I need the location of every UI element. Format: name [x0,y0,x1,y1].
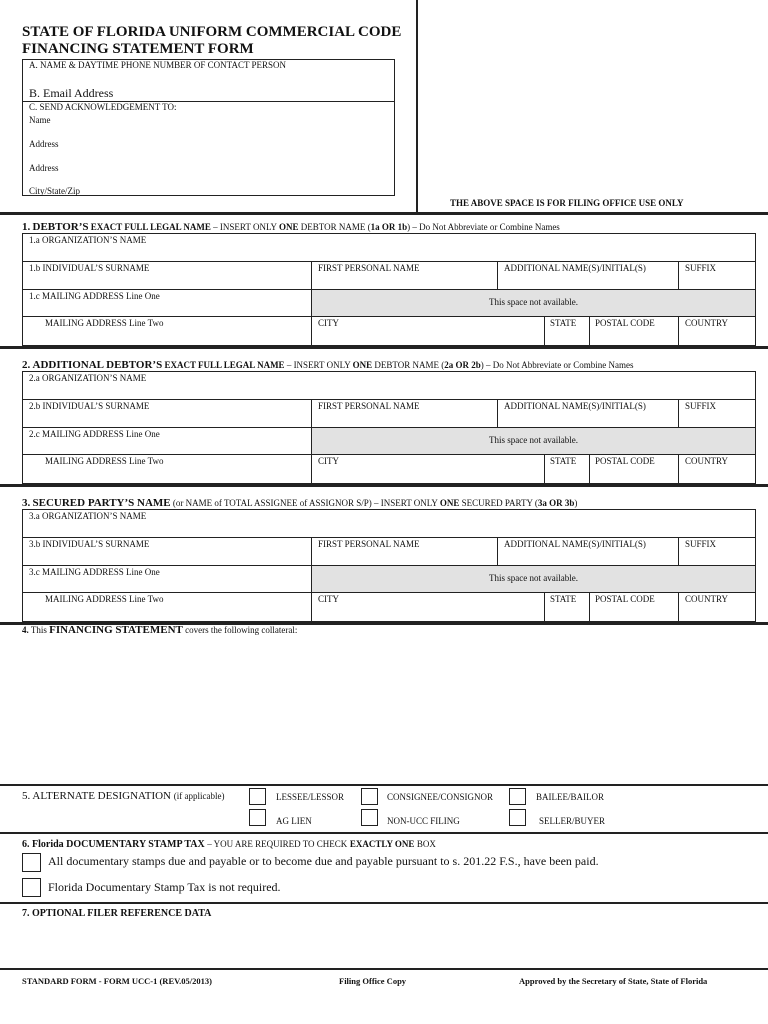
section-title: DEBTOR’S [32,221,89,233]
first-name-field[interactable]: FIRST PERSONAL NAME [318,263,420,273]
collateral-post: covers the following collateral: [185,625,298,635]
stamp-tax-label: 6. Florida DOCUMENTARY STAMP TAX [22,839,205,850]
ack-address2-field[interactable]: Address [29,163,59,173]
city-field[interactable]: CITY [318,318,339,328]
stamp-not-required-label: Florida Documentary Stamp Tax is not required. [48,880,281,894]
non-ucc-filing-checkbox[interactable] [361,809,378,826]
section-rule [0,902,768,904]
optional-reference-label: 7. OPTIONAL FILER REFERENCE DATA [22,908,212,919]
ack-city-field[interactable]: City/State/Zip [29,186,80,196]
non-ucc-filing-label: NON-UCC FILING [387,816,460,826]
collateral-heading [22,624,297,636]
section-rule [0,832,768,834]
footer-form-id: STANDARD FORM - FORM UCC-1 (REV.05/2013) [22,976,212,986]
section-instruction: – INSERT ONLY [213,222,277,232]
bailee-bailor-label: BAILEE/BAILOR [536,792,604,802]
mailing-line1-field[interactable]: 2.c MAILING ADDRESS Line One [29,429,160,439]
section-rule [0,784,768,786]
grid-col-line [544,316,545,347]
section-title: ADDITIONAL DEBTOR’S [32,359,163,371]
section-2-heading [22,359,633,371]
grid-row-line [23,399,755,400]
section-rule [0,346,768,349]
mailing-line2-field[interactable]: MAILING ADDRESS Line Two [45,318,164,328]
grid-col-line [311,316,312,347]
lessee-lessor-label: LESSEE/LESSOR [276,792,345,802]
mailing-line2-field[interactable]: MAILING ADDRESS Line Two [45,456,164,466]
form-title [22,24,401,58]
grid-col-line [678,261,679,289]
suffix-field[interactable]: SUFFIX [685,401,717,411]
alternate-label: 5. ALTERNATE DESIGNATION [22,790,172,802]
section-instruction-end: ) [574,498,578,508]
additional-name-field[interactable]: ADDITIONAL NAME(S)/INITIAL(S) [504,401,646,411]
city-field[interactable]: CITY [318,456,339,466]
state-field[interactable]: STATE [550,594,577,604]
grid-col-line [589,316,590,347]
ag-lien-label: AG LIEN [276,816,312,826]
collateral-num: 4. [22,625,29,635]
section-instruction-tail: SECURED PARTY ( [461,498,538,508]
suffix-field[interactable]: SUFFIX [685,539,717,549]
ack-address1-field[interactable]: Address [29,139,59,149]
stamp-tax-rest: – YOU ARE REQUIRED TO CHECK [207,839,348,849]
section-title-mid: EXACT FULL LEGAL NAME [164,360,285,370]
grid-col-line [497,537,498,565]
surname-field[interactable]: 3.b INDIVIDUAL’S SURNAME [29,539,150,549]
lessee-lessor-checkbox[interactable] [249,788,266,805]
section-2-grid [22,371,756,484]
ag-lien-checkbox[interactable] [249,809,266,826]
contact-box [22,59,395,196]
country-field[interactable]: COUNTRY [685,318,729,328]
first-name-field[interactable]: FIRST PERSONAL NAME [318,539,420,549]
mailing-line1-field[interactable]: 3.c MAILING ADDRESS Line One [29,567,160,577]
section-rule [0,484,768,487]
section-one: ONE [352,360,373,370]
unavailable-space [311,566,755,592]
collateral-field[interactable] [22,640,756,780]
footer-approval: Approved by the Secretary of State, State of Florida [519,976,708,986]
stamps-paid-checkbox[interactable] [22,853,41,872]
collateral-bold: FINANCING STATEMENT [49,624,183,636]
stamp-tax-box-word: BOX [416,839,436,849]
section-instruction-end: ) – Do Not Abbreviate or Combine Names [480,360,634,370]
state-field[interactable]: STATE [550,318,577,328]
section-choice: 2a OR 2b [444,360,481,370]
footer-copy-type: Filing Office Copy [339,976,407,986]
grid-col-line [678,316,679,347]
grid-col-line [678,592,679,623]
stamp-tax-heading [22,839,436,850]
unavailable-space [311,290,755,316]
section-num: 3. [22,497,31,509]
organization-name-field[interactable]: 2.a ORGANIZATION’S NAME [29,373,147,383]
country-field[interactable]: COUNTRY [685,594,729,604]
grid-row-line [23,316,755,317]
stamp-not-required-checkbox[interactable] [22,878,41,897]
organization-name-field[interactable]: 3.a ORGANIZATION’S NAME [29,511,147,521]
grid-col-line [311,537,312,565]
grid-col-line [589,454,590,485]
surname-field[interactable]: 1.b INDIVIDUAL’S SURNAME [29,263,150,273]
grid-col-line [544,454,545,485]
section-one: ONE [278,222,299,232]
section-3-heading [22,497,577,509]
suffix-field[interactable]: SUFFIX [685,263,717,273]
section-title: SECURED PARTY’S NAME [32,497,171,509]
section-num: 1. [22,221,31,233]
section-3-grid [22,509,756,622]
collateral-pre: This [30,625,47,635]
postal-code-field[interactable]: POSTAL CODE [595,318,655,328]
grid-col-line [678,399,679,427]
stamp-tax-exactly: EXACTLY ONE [349,839,415,849]
first-name-field[interactable]: FIRST PERSONAL NAME [318,401,420,411]
postal-code-field[interactable]: POSTAL CODE [595,594,655,604]
grid-row-line [23,261,755,262]
section-choice: 1a OR 1b [370,222,408,232]
section-1-heading [22,221,560,233]
filing-office-divider [416,0,418,214]
section-instruction-end: ) – Do Not Abbreviate or Combine Names [407,222,560,232]
country-field[interactable]: COUNTRY [685,456,729,466]
unavailable-note: This space not available. [489,573,578,583]
section-instruction-tail: DEBTOR NAME ( [374,360,445,370]
state-field[interactable]: STATE [550,456,577,466]
mailing-line2-field[interactable]: MAILING ADDRESS Line Two [45,594,164,604]
grid-col-line [497,261,498,289]
section-title-mid: EXACT FULL LEGAL NAME [90,222,211,232]
section-1-grid [22,233,756,346]
grid-col-line [311,399,312,427]
grid-col-line [311,454,312,485]
ack-name-field[interactable]: Name [29,115,51,125]
grid-col-line [311,261,312,289]
contact-b-label[interactable]: B. Email Address [29,86,114,100]
consignee-consignor-label: CONSIGNEE/CONSIGNOR [387,792,494,802]
bailee-bailor-checkbox[interactable] [509,788,526,805]
optional-reference-field[interactable] [22,924,756,964]
additional-name-field[interactable]: ADDITIONAL NAME(S)/INITIAL(S) [504,539,646,549]
section-instruction-tail: DEBTOR NAME ( [300,222,371,232]
section-rule [0,212,768,215]
grid-col-line [678,537,679,565]
alternate-heading [22,790,225,802]
form-title-line2: FINANCING STATEMENT FORM [22,41,254,57]
section-instruction: (or NAME of TOTAL ASSIGNEE of ASSIGNOR S/P) – INSERT ONLY [172,498,438,508]
stamps-paid-label: All documentary stamps due and payable or to become due and payable pursuant to s. 201.22 F.S., have been paid. [48,854,599,868]
contact-c-label: C. SEND ACKNOWLEDGEMENT TO: [29,102,177,112]
unavailable-note: This space not available. [489,297,578,307]
section-num: 2. [22,359,31,371]
grid-col-line [497,399,498,427]
grid-row-line [23,454,755,455]
unavailable-note: This space not available. [489,435,578,445]
consignee-consignor-checkbox[interactable] [361,788,378,805]
grid-row-line [23,592,755,593]
postal-code-field[interactable]: POSTAL CODE [595,456,655,466]
form-title-line1: STATE OF FLORIDA UNIFORM COMMERCIAL CODE [22,24,402,40]
grid-col-line [311,592,312,623]
mailing-line1-field[interactable]: 1.c MAILING ADDRESS Line One [29,291,160,301]
grid-col-line [589,592,590,623]
section-one: ONE [439,498,460,508]
section-instruction: – INSERT ONLY [286,360,351,370]
organization-name-field[interactable]: 1.a ORGANIZATION’S NAME [29,235,147,245]
seller-buyer-checkbox[interactable] [509,809,526,826]
alternate-note: (if applicable) [173,791,225,801]
grid-row-line [23,537,755,538]
additional-name-field[interactable]: ADDITIONAL NAME(S)/INITIAL(S) [504,263,646,273]
section-choice: 3a OR 3b [537,498,575,508]
filing-office-note: THE ABOVE SPACE IS FOR FILING OFFICE USE ONLY [450,198,684,208]
seller-buyer-label: SELLER/BUYER [539,816,606,826]
grid-col-line [678,454,679,485]
grid-col-line [544,592,545,623]
section-rule [0,968,768,970]
contact-a-label[interactable]: A. NAME & DAYTIME PHONE NUMBER OF CONTACT PERSON [29,60,287,70]
surname-field[interactable]: 2.b INDIVIDUAL’S SURNAME [29,401,150,411]
unavailable-space [311,428,755,454]
city-field[interactable]: CITY [318,594,339,604]
